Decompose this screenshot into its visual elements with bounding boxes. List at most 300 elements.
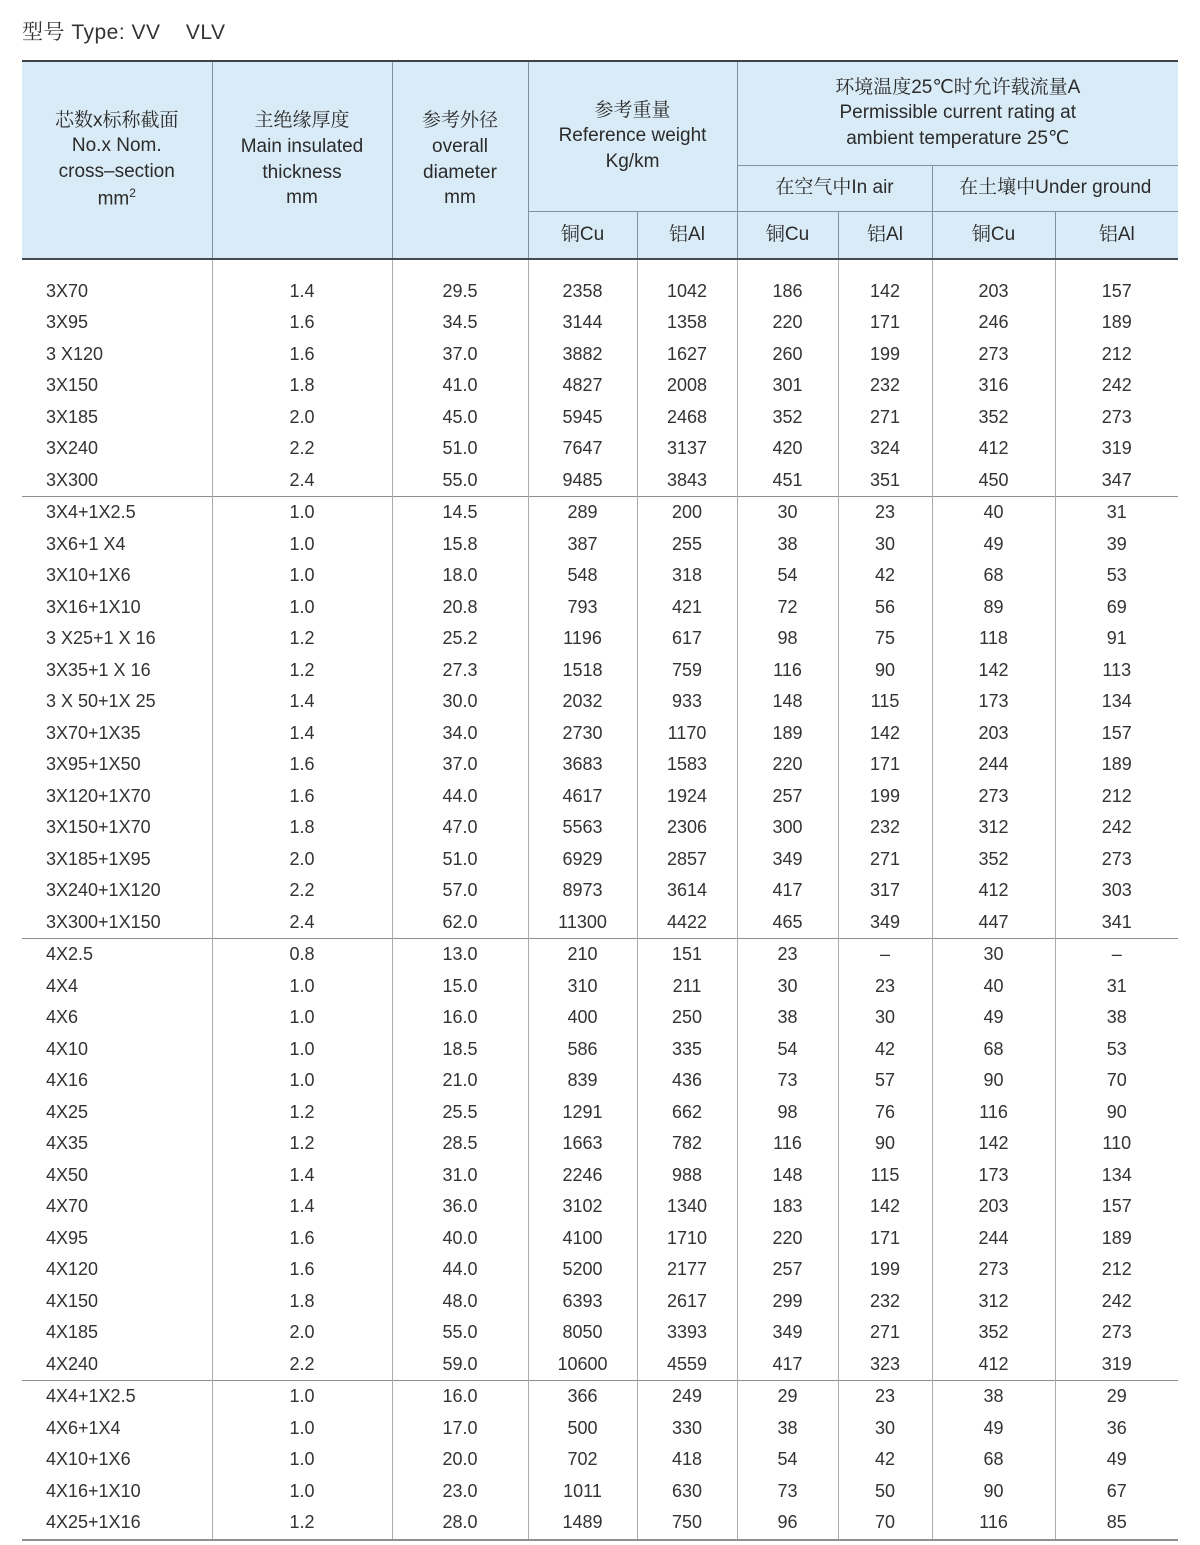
spec-cell: 3X240+1X120 <box>22 875 212 907</box>
header-diameter: 参考外径 overall diameter mm <box>392 61 528 259</box>
value-cell: 54 <box>737 560 838 592</box>
value-cell: 37.0 <box>392 339 528 371</box>
value-cell: 11300 <box>528 907 637 939</box>
value-cell: 351 <box>838 465 932 497</box>
value-cell: 40.0 <box>392 1223 528 1255</box>
value-cell: 157 <box>1055 1191 1178 1223</box>
value-cell: 142 <box>838 718 932 750</box>
table-row <box>22 1254 1178 1286</box>
value-cell: 335 <box>637 1034 737 1066</box>
value-cell: 14.5 <box>392 497 528 529</box>
spec-cell: 4X10 <box>22 1034 212 1066</box>
table-row <box>22 939 1178 971</box>
value-cell: 30 <box>838 529 932 561</box>
value-cell: 203 <box>932 718 1055 750</box>
value-cell: 4559 <box>637 1349 737 1381</box>
page-title: 型号 Type: VV VLV <box>22 21 226 44</box>
value-cell: 352 <box>932 1317 1055 1349</box>
table-row <box>22 1002 1178 1034</box>
value-cell: 18.0 <box>392 560 528 592</box>
value-cell: 75 <box>838 623 932 655</box>
value-cell: 3683 <box>528 749 637 781</box>
value-cell: 42 <box>838 560 932 592</box>
value-cell: 318 <box>637 560 737 592</box>
spec-cell: 3 X120 <box>22 339 212 371</box>
row-group <box>22 939 1178 1381</box>
value-cell: 25.5 <box>392 1097 528 1129</box>
table-row <box>22 560 1178 592</box>
value-cell: 30 <box>737 971 838 1003</box>
value-cell: 387 <box>528 529 637 561</box>
spec-cell: 4X4 <box>22 971 212 1003</box>
value-cell: 3843 <box>637 465 737 497</box>
value-cell: 76 <box>838 1097 932 1129</box>
value-cell: 316 <box>932 370 1055 402</box>
value-cell: 349 <box>737 1317 838 1349</box>
header-ground-cu: 铜Cu <box>932 211 1055 259</box>
value-cell: 54 <box>737 1444 838 1476</box>
value-cell: 273 <box>1055 1317 1178 1349</box>
value-cell: 49 <box>1055 1444 1178 1476</box>
value-cell: 1.0 <box>212 592 392 624</box>
value-cell: 417 <box>737 1349 838 1381</box>
value-cell: 56 <box>838 592 932 624</box>
value-cell: 34.0 <box>392 718 528 750</box>
value-cell: 85 <box>1055 1507 1178 1540</box>
value-cell: 89 <box>932 592 1055 624</box>
value-cell: 3614 <box>637 875 737 907</box>
value-cell: 273 <box>932 781 1055 813</box>
value-cell: 115 <box>838 1160 932 1192</box>
row-group <box>22 1381 1178 1540</box>
value-cell: 189 <box>1055 307 1178 339</box>
table-row <box>22 623 1178 655</box>
header-spec-line1: 芯数x标称截面 <box>54 109 179 131</box>
spec-cell: 3X6+1 X4 <box>22 529 212 561</box>
value-cell: 73 <box>737 1065 838 1097</box>
value-cell: 98 <box>737 623 838 655</box>
header-under-ground: 在土壤中Under ground <box>932 165 1178 211</box>
table-row <box>22 844 1178 876</box>
value-cell: 1.4 <box>212 718 392 750</box>
header-air-cu: 铜Cu <box>737 211 838 259</box>
value-cell: 1.8 <box>212 812 392 844</box>
value-cell: 44.0 <box>392 1254 528 1286</box>
spec-cell: 4X95 <box>22 1223 212 1255</box>
value-cell: 548 <box>528 560 637 592</box>
value-cell: 4422 <box>637 907 737 939</box>
value-cell: 412 <box>932 875 1055 907</box>
header-air-al: 铝Al <box>838 211 932 259</box>
value-cell: 40 <box>932 971 1055 1003</box>
value-cell: 3137 <box>637 433 737 465</box>
value-cell: 242 <box>1055 370 1178 402</box>
spec-cell: 3X95 <box>22 307 212 339</box>
value-cell: 5200 <box>528 1254 637 1286</box>
spec-cell: 3X185+1X95 <box>22 844 212 876</box>
value-cell: 1.8 <box>212 370 392 402</box>
value-cell: 310 <box>528 971 637 1003</box>
value-cell: 420 <box>737 433 838 465</box>
value-cell: 29 <box>1055 1381 1178 1413</box>
value-cell: 50 <box>838 1476 932 1508</box>
value-cell: 212 <box>1055 339 1178 371</box>
value-cell: 352 <box>932 402 1055 434</box>
value-cell: 30 <box>838 1002 932 1034</box>
value-cell: 1.0 <box>212 1444 392 1476</box>
value-cell: 301 <box>737 370 838 402</box>
table-row <box>22 402 1178 434</box>
value-cell: 1358 <box>637 307 737 339</box>
value-cell: 38 <box>737 529 838 561</box>
spec-cell: 3 X 50+1X 25 <box>22 686 212 718</box>
spec-cell: 4X10+1X6 <box>22 1444 212 1476</box>
value-cell: 134 <box>1055 686 1178 718</box>
table-row <box>22 1317 1178 1349</box>
value-cell: 249 <box>637 1381 737 1413</box>
value-cell: 2.0 <box>212 844 392 876</box>
spec-cell: 3X185 <box>22 402 212 434</box>
value-cell: 23 <box>838 497 932 529</box>
value-cell: 1.2 <box>212 1097 392 1129</box>
value-cell: 1924 <box>637 781 737 813</box>
value-cell: 171 <box>838 1223 932 1255</box>
value-cell: 1583 <box>637 749 737 781</box>
value-cell: 617 <box>637 623 737 655</box>
spec-cell: 3X300+1X150 <box>22 907 212 939</box>
header-spec-line2: No.x Nom. <box>71 135 162 157</box>
value-cell: 1.0 <box>212 497 392 529</box>
value-cell: 1.0 <box>212 1413 392 1445</box>
table-row <box>22 307 1178 339</box>
value-cell: 352 <box>932 844 1055 876</box>
header-spec <box>22 61 212 259</box>
value-cell: 1042 <box>637 259 737 308</box>
value-cell: 148 <box>737 1160 838 1192</box>
value-cell: 23 <box>737 939 838 971</box>
header-weight-group: 参考重量 Reference weight Kg/km <box>528 61 737 211</box>
value-cell: 2008 <box>637 370 737 402</box>
value-cell: 53 <box>1055 560 1178 592</box>
value-cell: 47.0 <box>392 812 528 844</box>
value-cell: 232 <box>838 812 932 844</box>
table-row <box>22 1128 1178 1160</box>
value-cell: 31 <box>1055 497 1178 529</box>
value-cell: 38 <box>737 1413 838 1445</box>
header-ground-al: 铝Al <box>1055 211 1178 259</box>
value-cell: 142 <box>932 655 1055 687</box>
value-cell: 2.2 <box>212 1349 392 1381</box>
value-cell: 1.4 <box>212 1191 392 1223</box>
value-cell: 4100 <box>528 1223 637 1255</box>
value-cell: 1.6 <box>212 781 392 813</box>
value-cell: 2.0 <box>212 1317 392 1349</box>
table-row <box>22 875 1178 907</box>
value-cell: 20.0 <box>392 1444 528 1476</box>
value-cell: 68 <box>932 560 1055 592</box>
table-row <box>22 1065 1178 1097</box>
value-cell: 5563 <box>528 812 637 844</box>
table-row <box>22 529 1178 561</box>
row-group <box>22 259 1178 497</box>
value-cell: 9485 <box>528 465 637 497</box>
value-cell: 1.4 <box>212 1160 392 1192</box>
value-cell: 30 <box>737 497 838 529</box>
value-cell: 4827 <box>528 370 637 402</box>
value-cell: 839 <box>528 1065 637 1097</box>
value-cell: 113 <box>1055 655 1178 687</box>
spec-cell: 4X16 <box>22 1065 212 1097</box>
value-cell: 183 <box>737 1191 838 1223</box>
value-cell: 203 <box>932 259 1055 308</box>
table-row <box>22 655 1178 687</box>
value-cell: 312 <box>932 1286 1055 1318</box>
value-cell: 330 <box>637 1413 737 1445</box>
spec-cell: 3X4+1X2.5 <box>22 497 212 529</box>
value-cell: 51.0 <box>392 433 528 465</box>
value-cell: 257 <box>737 781 838 813</box>
value-cell: 151 <box>637 939 737 971</box>
value-cell: 1.0 <box>212 529 392 561</box>
value-cell: 15.0 <box>392 971 528 1003</box>
value-cell: 2.4 <box>212 465 392 497</box>
value-cell: 450 <box>932 465 1055 497</box>
value-cell: 91 <box>1055 623 1178 655</box>
value-cell: 418 <box>637 1444 737 1476</box>
value-cell: 220 <box>737 307 838 339</box>
header-weight-cu: 铜Cu <box>528 211 637 259</box>
value-cell: 34.5 <box>392 307 528 339</box>
value-cell: 1340 <box>637 1191 737 1223</box>
header-weight-al: 铝Al <box>637 211 737 259</box>
value-cell: 2857 <box>637 844 737 876</box>
header-in-air: 在空气中In air <box>737 165 932 211</box>
value-cell: 244 <box>932 1223 1055 1255</box>
value-cell: 90 <box>1055 1097 1178 1129</box>
value-cell: 759 <box>637 655 737 687</box>
table-row <box>22 749 1178 781</box>
value-cell: 8050 <box>528 1317 637 1349</box>
value-cell: 312 <box>932 812 1055 844</box>
value-cell: 2306 <box>637 812 737 844</box>
value-cell: 1.4 <box>212 686 392 718</box>
value-cell: 1170 <box>637 718 737 750</box>
value-cell: 55.0 <box>392 1317 528 1349</box>
value-cell: 72 <box>737 592 838 624</box>
value-cell: 662 <box>637 1097 737 1129</box>
value-cell: 3144 <box>528 307 637 339</box>
value-cell: 2468 <box>637 402 737 434</box>
value-cell: 2.2 <box>212 875 392 907</box>
value-cell: 2.2 <box>212 433 392 465</box>
value-cell: 171 <box>838 749 932 781</box>
value-cell: 630 <box>637 1476 737 1508</box>
value-cell: 70 <box>838 1507 932 1540</box>
value-cell: 246 <box>932 307 1055 339</box>
value-cell: 157 <box>1055 259 1178 308</box>
value-cell: 500 <box>528 1413 637 1445</box>
spec-cell: 4X25+1X16 <box>22 1507 212 1540</box>
row-group <box>22 497 1178 939</box>
value-cell: 1.0 <box>212 1002 392 1034</box>
value-cell: 57.0 <box>392 875 528 907</box>
value-cell: 186 <box>737 259 838 308</box>
value-cell: 38 <box>932 1381 1055 1413</box>
value-cell: 319 <box>1055 433 1178 465</box>
value-cell: 1.0 <box>212 560 392 592</box>
value-cell: 23 <box>838 1381 932 1413</box>
value-cell: 465 <box>737 907 838 939</box>
value-cell: 3393 <box>637 1317 737 1349</box>
value-cell: 1.6 <box>212 339 392 371</box>
value-cell: 232 <box>838 1286 932 1318</box>
value-cell: 273 <box>1055 844 1178 876</box>
value-cell: 70 <box>1055 1065 1178 1097</box>
value-cell: 20.8 <box>392 592 528 624</box>
value-cell: 349 <box>838 907 932 939</box>
spec-cell: 3X35+1 X 16 <box>22 655 212 687</box>
value-cell: 10600 <box>528 1349 637 1381</box>
value-cell: 199 <box>838 339 932 371</box>
value-cell: 116 <box>932 1507 1055 1540</box>
value-cell: 1627 <box>637 339 737 371</box>
spec-cell: 4X150 <box>22 1286 212 1318</box>
value-cell: 142 <box>838 1191 932 1223</box>
value-cell: 116 <box>737 655 838 687</box>
value-cell: 54 <box>737 1034 838 1066</box>
value-cell: 1.2 <box>212 623 392 655</box>
table-header <box>22 61 1178 259</box>
value-cell: 39 <box>1055 529 1178 561</box>
value-cell: 289 <box>528 497 637 529</box>
table-row <box>22 1034 1178 1066</box>
value-cell: 23 <box>838 971 932 1003</box>
value-cell: – <box>838 939 932 971</box>
value-cell: 1291 <box>528 1097 637 1129</box>
value-cell: 189 <box>1055 1223 1178 1255</box>
spec-cell: 3X300 <box>22 465 212 497</box>
value-cell: 41.0 <box>392 370 528 402</box>
spec-cell: 4X25 <box>22 1097 212 1129</box>
value-cell: 1196 <box>528 623 637 655</box>
value-cell: 4617 <box>528 781 637 813</box>
value-cell: 23.0 <box>392 1476 528 1508</box>
spec-cell: 3X70+1X35 <box>22 718 212 750</box>
value-cell: 2.4 <box>212 907 392 939</box>
spec-cell: 4X50 <box>22 1160 212 1192</box>
value-cell: 988 <box>637 1160 737 1192</box>
value-cell: 303 <box>1055 875 1178 907</box>
value-cell: 400 <box>528 1002 637 1034</box>
value-cell: 17.0 <box>392 1413 528 1445</box>
value-cell: 1710 <box>637 1223 737 1255</box>
value-cell: 37.0 <box>392 749 528 781</box>
value-cell: 750 <box>637 1507 737 1540</box>
value-cell: 57 <box>838 1065 932 1097</box>
value-cell: 1.4 <box>212 259 392 308</box>
value-cell: 173 <box>932 686 1055 718</box>
value-cell: 36.0 <box>392 1191 528 1223</box>
table-row <box>22 1476 1178 1508</box>
table-row <box>22 1381 1178 1413</box>
value-cell: 15.8 <box>392 529 528 561</box>
value-cell: 171 <box>838 307 932 339</box>
spec-cell: 4X2.5 <box>22 939 212 971</box>
value-cell: 273 <box>932 1254 1055 1286</box>
value-cell: 45.0 <box>392 402 528 434</box>
value-cell: 1.6 <box>212 1223 392 1255</box>
value-cell: 417 <box>737 875 838 907</box>
value-cell: 220 <box>737 749 838 781</box>
table-row <box>22 465 1178 497</box>
value-cell: 42 <box>838 1034 932 1066</box>
value-cell: 211 <box>637 971 737 1003</box>
value-cell: 203 <box>932 1191 1055 1223</box>
value-cell: 199 <box>838 1254 932 1286</box>
value-cell: 90 <box>932 1065 1055 1097</box>
header-spec-line4: $mm^2$ <box>97 185 136 210</box>
header-thickness: 主绝缘厚度 Main insulated thickness mm <box>212 61 392 259</box>
value-cell: 1489 <box>528 1507 637 1540</box>
value-cell: 1011 <box>528 1476 637 1508</box>
header-spec-line3: cross–section <box>58 161 175 183</box>
value-cell: 1663 <box>528 1128 637 1160</box>
value-cell: 702 <box>528 1444 637 1476</box>
value-cell: 271 <box>838 844 932 876</box>
value-cell: 1.6 <box>212 1254 392 1286</box>
value-cell: 110 <box>1055 1128 1178 1160</box>
value-cell: 412 <box>932 433 1055 465</box>
value-cell: 366 <box>528 1381 637 1413</box>
value-cell: 1.2 <box>212 1507 392 1540</box>
value-cell: 62.0 <box>392 907 528 939</box>
table-row <box>22 907 1178 939</box>
value-cell: 1.0 <box>212 971 392 1003</box>
value-cell: 324 <box>838 433 932 465</box>
value-cell: 232 <box>838 370 932 402</box>
value-cell: 44.0 <box>392 781 528 813</box>
spec-cell: 4X185 <box>22 1317 212 1349</box>
spec-cell: 3 X25+1 X 16 <box>22 623 212 655</box>
value-cell: 49 <box>932 1413 1055 1445</box>
value-cell: 199 <box>838 781 932 813</box>
value-cell: 273 <box>932 339 1055 371</box>
value-cell: 323 <box>838 1349 932 1381</box>
value-cell: 55.0 <box>392 465 528 497</box>
table-row <box>22 497 1178 529</box>
value-cell: 31.0 <box>392 1160 528 1192</box>
table-row <box>22 1191 1178 1223</box>
value-cell: 271 <box>838 1317 932 1349</box>
value-cell: 1.2 <box>212 655 392 687</box>
value-cell: 69 <box>1055 592 1178 624</box>
table-row <box>22 781 1178 813</box>
value-cell: 90 <box>838 655 932 687</box>
value-cell: 157 <box>1055 718 1178 750</box>
value-cell: 73 <box>737 1476 838 1508</box>
value-cell: 412 <box>932 1349 1055 1381</box>
value-cell: 68 <box>932 1444 1055 1476</box>
spec-cell: 3X150 <box>22 370 212 402</box>
value-cell: 8973 <box>528 875 637 907</box>
value-cell: 38 <box>737 1002 838 1034</box>
table-row <box>22 339 1178 371</box>
spec-cell: 3X150+1X70 <box>22 812 212 844</box>
value-cell: 2.0 <box>212 402 392 434</box>
value-cell: 1.0 <box>212 1065 392 1097</box>
value-cell: 300 <box>737 812 838 844</box>
spec-cell: 3X240 <box>22 433 212 465</box>
